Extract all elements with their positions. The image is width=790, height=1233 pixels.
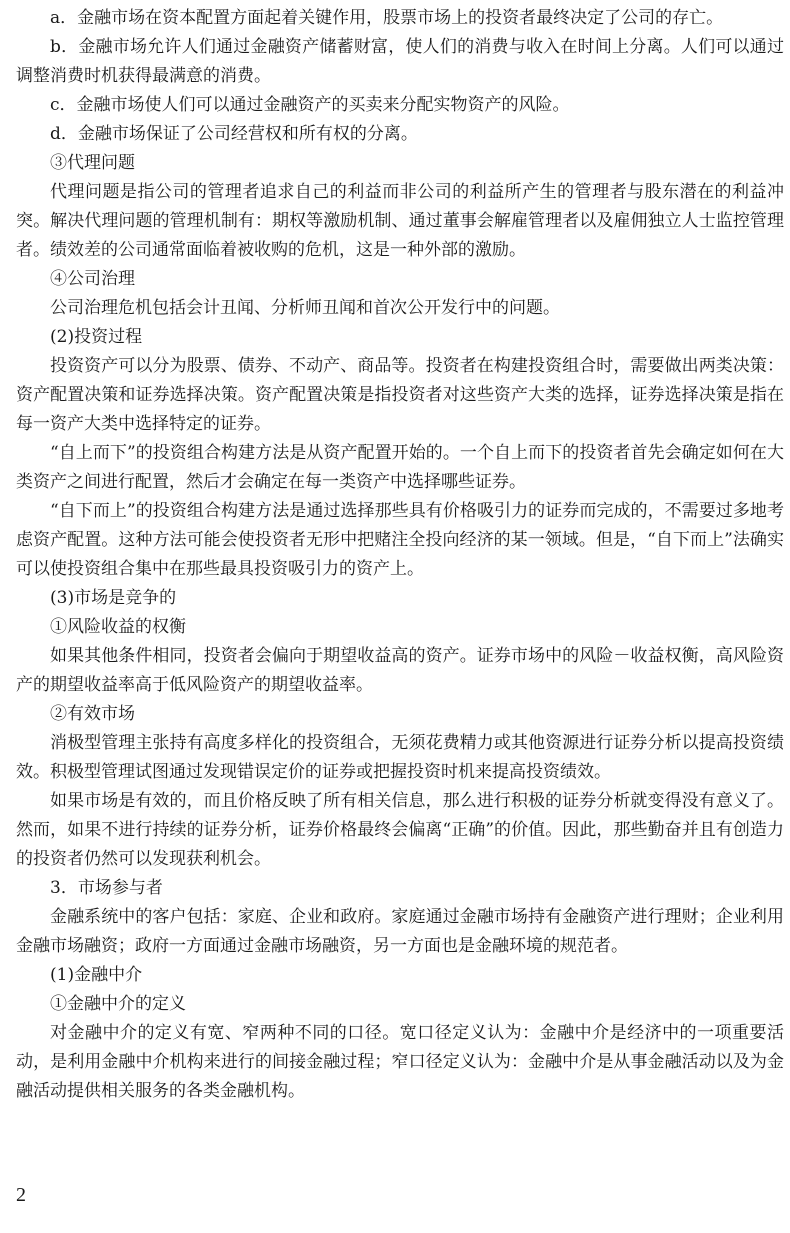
- paragraph-market-efficiency: 如果市场是有效的，而且价格反映了所有相关信息，那么进行积极的证券分析就变得没有意义了。然而，如果不进行持续的证券分析，证券价格最终会偏离“正确”的价值。因此，那些勤奋并且有创造力的投资者仍然可以发现获利机会。: [16, 791, 784, 869]
- paragraph-d: d．金融市场保证了公司经营权和所有权的分离。: [50, 124, 418, 144]
- heading-risk-return-tradeoff: ①风险收益的权衡: [50, 617, 186, 637]
- heading-efficient-market: ②有效市场: [50, 704, 135, 724]
- paragraph-market-participants: 金融系统中的客户包括：家庭、企业和政府。家庭通过金融市场持有金融资产进行理财；企业利用金融市场融资；政府一方面通过金融市场融资，另一方面也是金融环境的规范者。: [16, 907, 784, 956]
- paragraph-b: b．金融市场允许人们通过金融资产储蓄财富，使人们的消费与收入在时间上分离。人们可以通过调整消费时机获得最满意的消费。: [16, 37, 784, 86]
- heading-financial-intermediaries: (1)金融中介: [50, 965, 143, 985]
- paragraph-intermediary-definition: 对金融中介的定义有宽、窄两种不同的口径。宽口径定义认为：金融中介是经济中的一项重要活动，是利用金融中介机构来进行的间接金融过程；窄口径定义认为：金融中介是从事金融活动以及为金融活动提供相关服务的各类金融机构。: [16, 1023, 784, 1101]
- document-page: [16, 4, 784, 1106]
- paragraph-c: c．金融市场使人们可以通过金融资产的买卖来分配实物资产的风险。: [50, 95, 570, 115]
- heading-intermediary-definition: ①金融中介的定义: [50, 994, 186, 1014]
- heading-investment-process: (2)投资过程: [50, 327, 143, 347]
- heading-market-participants: 3．市场参与者: [50, 878, 163, 898]
- heading-agency-problem: ③代理问题: [50, 153, 135, 173]
- paragraph-a: a．金融市场在资本配置方面起着关键作用，股票市场上的投资者最终决定了公司的存亡。: [50, 8, 724, 28]
- paragraph-passive-active-management: 消极型管理主张持有高度多样化的投资组合，无须花费精力或其他资源进行证券分析以提高投资绩效。积极型管理试图通过发现错误定价的证券或把握投资时机来提高投资绩效。: [16, 733, 784, 782]
- paragraph-bottom-up: “自下而上”的投资组合构建方法是通过选择那些具有价格吸引力的证券而完成的，不需要过多地考虑资产配置。这种方法可能会使投资者无形中把赌注全投向经济的某一领域。但是，“自下而上”法确实可以使投资组合集中在那些最具投资吸引力的资产上。: [16, 501, 784, 579]
- paragraph-agency-problem: 代理问题是指公司的管理者追求自己的利益而非公司的利益所产生的管理者与股东潜在的利益冲突。解决代理问题的管理机制有：期权等激励机制、通过董事会解雇管理者以及雇佣独立人士监控管理者。绩效差的公司通常面临着被收购的危机，这是一种外部的激励。: [16, 182, 784, 260]
- heading-corporate-governance: ④公司治理: [50, 269, 135, 289]
- paragraph-risk-return-tradeoff: 如果其他条件相同，投资者会偏向于期望收益高的资产。证券市场中的风险－收益权衡，高风险资产的期望收益率高于低风险资产的期望收益率。: [16, 646, 784, 695]
- paragraph-corporate-governance: 公司治理危机包括会计丑闻、分析师丑闻和首次公开发行中的问题。: [50, 298, 560, 318]
- paragraph-investment-assets: 投资资产可以分为股票、债券、不动产、商品等。投资者在构建投资组合时，需要做出两类决策：资产配置决策和证券选择决策。资产配置决策是指投资者对这些资产大类的选择，证券选择决策是指在每一资产大类中选择特定的证券。: [16, 356, 784, 434]
- heading-competitive-market: (3)市场是竞争的: [50, 588, 177, 608]
- paragraph-top-down: “自上而下”的投资组合构建方法是从资产配置开始的。一个自上而下的投资者首先会确定如何在大类资产之间进行配置，然后才会确定在每一类资产中选择哪些证券。: [16, 443, 784, 492]
- page-number: 2: [16, 1184, 26, 1206]
